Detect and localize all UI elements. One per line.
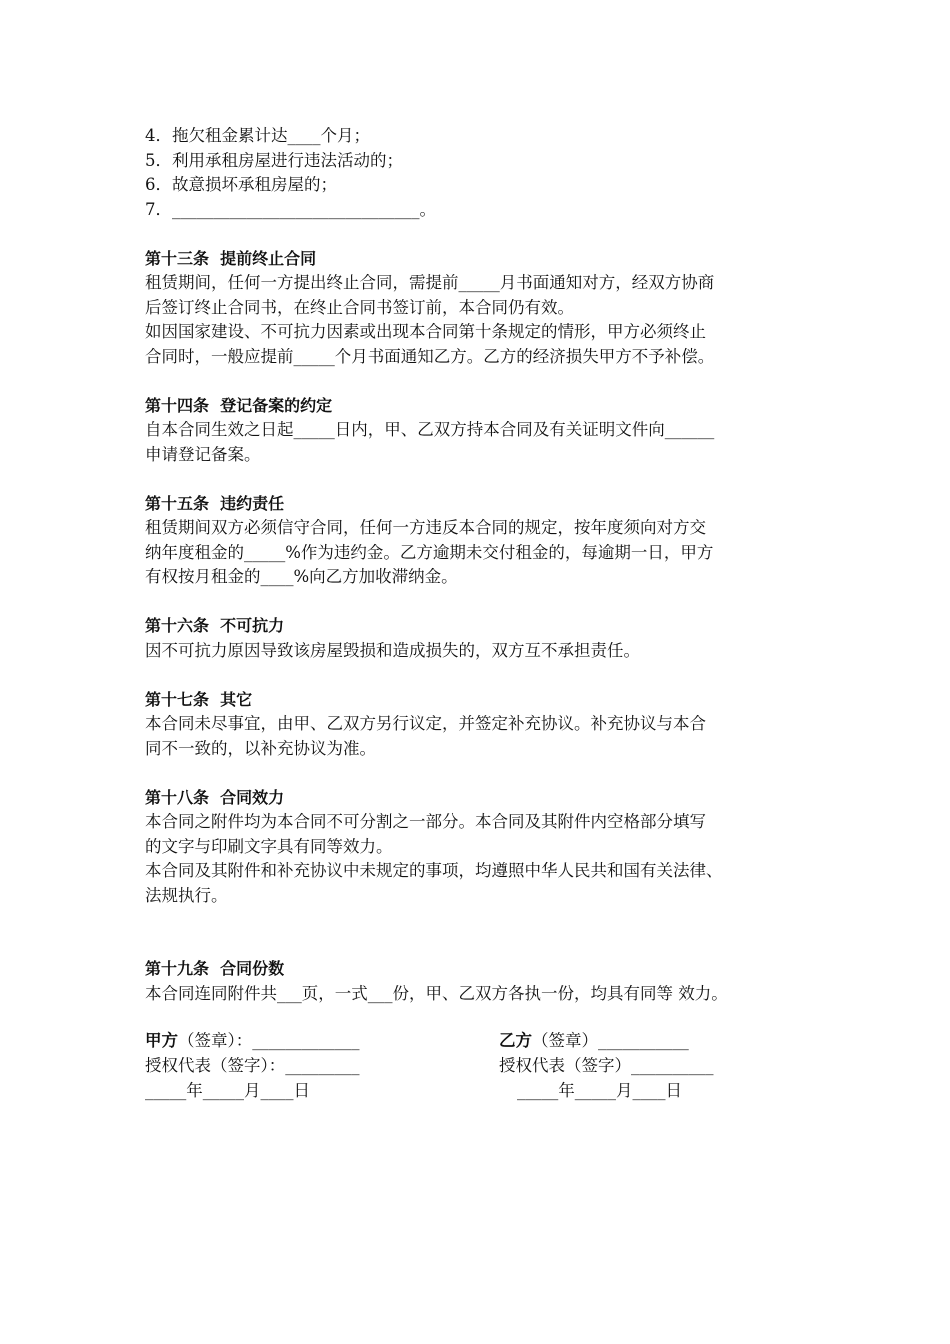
article-line: 如因国家建设、不可抗力因素或出现本合同第十条规定的情形，甲方必须终止 <box>145 322 706 341</box>
party-a-label: 甲方 <box>145 1031 178 1050</box>
list-item: 7．______________________________。 <box>145 199 436 219</box>
party-b-seal-field: （签章）___________ <box>532 1031 689 1050</box>
party-a-date: _____年_____月____日 <box>145 1081 310 1100</box>
article-line: 后签订终止合同书，在终止合同书签订前，本合同仍有效。 <box>145 297 574 317</box>
article-line: 合同时，一般应提前_____个月书面通知乙方。乙方的经济损失甲方不予补偿。 <box>145 346 715 366</box>
article-15 <box>145 492 835 590</box>
article-line: 纳年度租金的_____%作为违约金。乙方逾期未交付租金的，每逾期一日，甲方 <box>145 542 714 562</box>
article-line: 因不可抗力原因导致该房屋毁损和造成损失的，双方互不承担责任。 <box>145 640 640 660</box>
party-b-date: _____年_____月____日 <box>517 1081 682 1100</box>
signature-row-parties <box>145 1028 835 1053</box>
article-line: 法规执行。 <box>145 885 228 905</box>
party-a-signature <box>145 1028 360 1053</box>
article-heading: 第十九条 合同份数 <box>145 959 285 978</box>
article-13 <box>145 247 835 370</box>
article-16 <box>145 614 835 663</box>
article-line: 租赁期间，任何一方提出终止合同，需提前_____月书面通知对方，经双方协商 <box>145 273 715 292</box>
article-line: 同不一致的，以补充协议为准。 <box>145 738 376 758</box>
signature-row-representatives <box>145 1053 835 1078</box>
termination-conditions-list <box>145 124 835 222</box>
signature-block <box>145 1028 835 1103</box>
article-line: 的文字与印刷文字具有同等效力。 <box>145 836 393 856</box>
article-line: 自本合同生效之日起_____日内，甲、乙双方持本合同及有关证明文件向______ <box>145 420 715 439</box>
article-heading: 第十四条 登记备案的约定 <box>145 395 333 415</box>
list-item: 4．拖欠租金累计达____个月； <box>145 126 370 145</box>
article-18 <box>145 786 835 909</box>
party-b-representative: 授权代表（签字）__________ <box>499 1056 714 1075</box>
article-line: 租赁期间双方必须信守合同，任何一方违反本合同的规定，按年度须向对方交 <box>145 518 706 537</box>
article-heading: 第十七条 其它 <box>145 689 253 709</box>
article-heading: 第十八条 合同效力 <box>145 787 285 807</box>
party-b-signature <box>499 1028 689 1053</box>
party-a-representative: 授权代表（签字）：_________ <box>145 1056 360 1075</box>
article-heading: 第十三条 提前终止合同 <box>145 248 317 268</box>
article-line: 本合同未尽事宜，由甲、乙双方另行议定，并签定补充协议。补充协议与本合 <box>145 714 706 733</box>
article-19 <box>145 957 835 1006</box>
list-item: 6．故意损坏承租房屋的； <box>145 175 337 194</box>
list-item: 5．利用承租房屋进行违法活动的； <box>145 150 403 170</box>
article-17 <box>145 688 835 762</box>
signature-row-dates <box>145 1078 835 1103</box>
contract-body <box>145 124 835 1103</box>
article-14 <box>145 394 835 468</box>
article-heading: 第十五条 违约责任 <box>145 493 285 513</box>
party-a-seal-field: （签章）：_____________ <box>178 1031 360 1050</box>
article-line: 本合同之附件均为本合同不可分割之一部分。本合同及其附件内空格部分填写 <box>145 812 706 831</box>
article-line: 本合同及其附件和补充协议中未规定的事项，均遵照中华人民共和国有关法律、 <box>145 861 723 880</box>
party-b-label: 乙方 <box>499 1031 532 1050</box>
article-heading: 第十六条 不可抗力 <box>145 616 285 635</box>
article-line: 有权按月租金的____%向乙方加收滞纳金。 <box>145 567 458 586</box>
article-line: 本合同连同附件共___页，一式___份，甲、乙双方各执一份，均具有同等 效力。 <box>145 983 728 1003</box>
article-line: 申请登记备案。 <box>145 444 261 464</box>
